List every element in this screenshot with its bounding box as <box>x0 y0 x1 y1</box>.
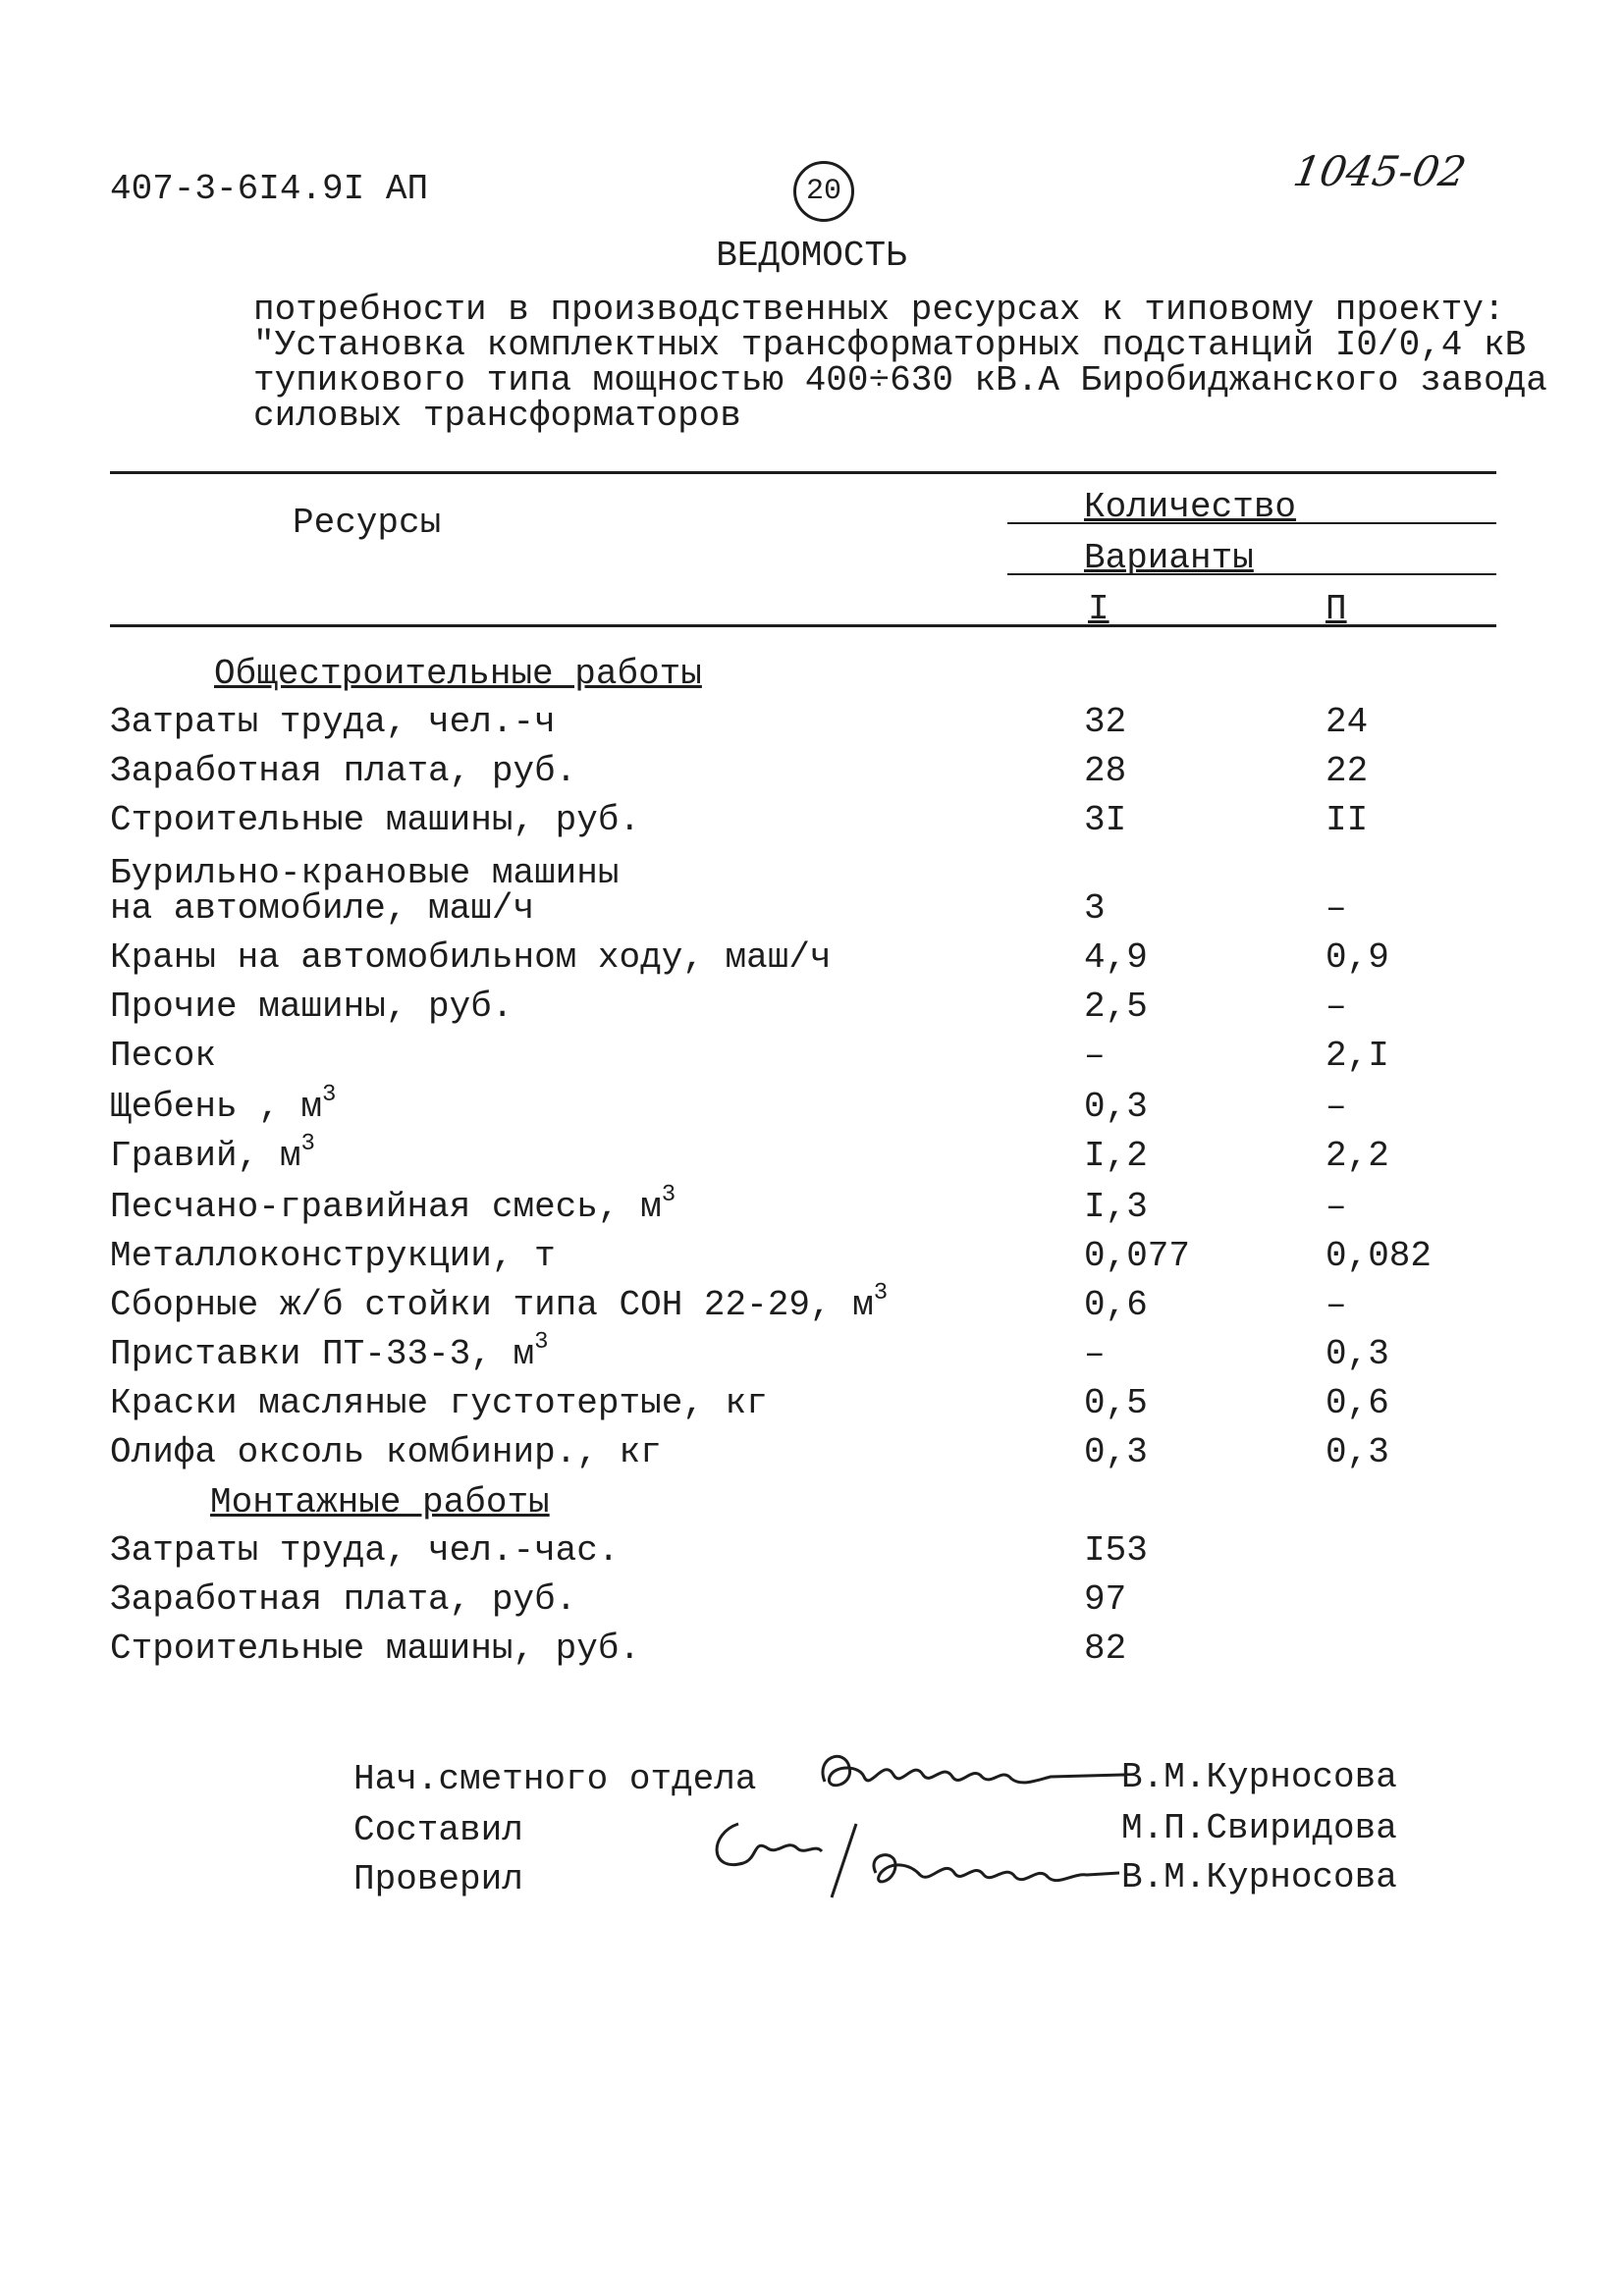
row-value-variant-2: 2,2 <box>1325 1136 1389 1176</box>
table-header-bottom-rule <box>110 624 1496 627</box>
row-value-variant-2: 0,9 <box>1325 937 1389 978</box>
row-label <box>110 1182 676 1227</box>
row-label-text: Песчано-гравийная смесь, м <box>110 1187 662 1227</box>
row-label-text: Приставки ПТ-33-3, м <box>110 1334 535 1374</box>
signature-role: Проверил <box>353 1859 523 1899</box>
row-label: Заработная плата, руб. <box>110 1579 577 1620</box>
subtitle-line: силовых трансформаторов <box>253 396 741 436</box>
document-code: 407-3-6I4.9I АП <box>110 169 429 209</box>
row-value-variant-1: I53 <box>1084 1530 1148 1571</box>
row-value-variant-1: 0,077 <box>1084 1236 1191 1276</box>
row-value-variant-1: 97 <box>1084 1579 1127 1620</box>
superscript: 3 <box>322 1082 337 1108</box>
superscript: 3 <box>300 1131 315 1157</box>
page-number: 20 <box>793 161 854 222</box>
signatory-name: В.М.Курносова <box>1121 1857 1397 1897</box>
row-value-variant-1: I,3 <box>1084 1187 1148 1227</box>
row-value-variant-1: I,2 <box>1084 1136 1148 1176</box>
row-value-variant-1: 2,5 <box>1084 987 1148 1027</box>
column-header-variant-2: П <box>1325 589 1347 629</box>
row-value-variant-2: 24 <box>1325 702 1369 742</box>
row-label: Олифа оксоль комбинир., кг <box>110 1432 662 1472</box>
signatory-name: М.П.Свиридова <box>1121 1808 1397 1848</box>
table-top-rule <box>110 471 1496 474</box>
row-value-variant-1: 28 <box>1084 751 1127 791</box>
superscript: 3 <box>534 1329 549 1356</box>
section-heading-installation: Монтажные работы <box>210 1482 550 1522</box>
row-value-variant-1: – <box>1084 1334 1106 1374</box>
row-value-variant-1: 0,5 <box>1084 1383 1148 1423</box>
row-value-variant-2: – <box>1325 1087 1347 1127</box>
row-value-variant-1: 3 <box>1084 888 1106 929</box>
superscript: 3 <box>661 1182 676 1208</box>
row-label: Краны на автомобильном ходу, маш/ч <box>110 937 832 978</box>
subtitle-line: потребности в производственных ресурсах к типовому проекту: <box>253 290 1505 330</box>
section-heading-general-construction: Общестроительные работы <box>214 654 702 694</box>
row-value-variant-2: 0,082 <box>1325 1236 1433 1276</box>
row-value-variant-2: – <box>1325 987 1347 1027</box>
signature-role: Составил <box>353 1810 523 1850</box>
row-label: Затраты труда, чел.-час. <box>110 1530 620 1571</box>
row-value-variant-2: 0,3 <box>1325 1334 1389 1374</box>
row-value-variant-2: 0,3 <box>1325 1432 1389 1472</box>
row-label-text: Щебень , м <box>110 1087 323 1127</box>
column-header-variant-1: I <box>1088 589 1109 629</box>
row-label: Строительные машины, руб. <box>110 1629 641 1669</box>
signature-role: Нач.сметного отдела <box>353 1759 757 1799</box>
signatory-name: В.М.Курносова <box>1121 1757 1397 1797</box>
row-value-variant-1: 82 <box>1084 1629 1127 1669</box>
row-value-variant-1: 0,3 <box>1084 1087 1148 1127</box>
row-label: Заработная плата, руб. <box>110 751 577 791</box>
column-header-variants: Варианты <box>1084 538 1254 578</box>
row-value-variant-2: 2,I <box>1325 1036 1389 1076</box>
row-value-variant-1: 0,6 <box>1084 1285 1148 1325</box>
row-value-variant-1: 0,3 <box>1084 1432 1148 1472</box>
document-subtitle <box>253 290 1547 436</box>
row-label: Металлоконструкции, т <box>110 1236 556 1276</box>
handwritten-signature <box>805 1737 1129 1806</box>
row-label <box>110 1131 315 1176</box>
row-value-variant-1: 4,9 <box>1084 937 1148 978</box>
row-value-variant-2: II <box>1325 800 1369 840</box>
row-label: Прочие машины, руб. <box>110 987 514 1027</box>
row-value-variant-2: – <box>1325 1187 1347 1227</box>
row-label <box>110 853 620 929</box>
row-label: Краски масляные густотертые, кг <box>110 1383 768 1423</box>
row-label-line-1: Бурильно-крановые машины <box>110 853 620 893</box>
row-label <box>110 1082 337 1127</box>
row-label: Песок <box>110 1036 217 1076</box>
row-label-line-2: на автомобиле, маш/ч <box>110 888 535 929</box>
column-header-quantity: Количество <box>1084 487 1297 527</box>
row-value-variant-2: – <box>1325 1285 1347 1325</box>
row-label: Строительные машины, руб. <box>110 800 641 840</box>
row-label: Затраты труда, чел.-ч <box>110 702 556 742</box>
handwritten-signature <box>699 1804 1121 1902</box>
row-label <box>110 1329 549 1374</box>
row-value-variant-2: – <box>1325 888 1347 929</box>
row-label-text: Сборные ж/б стойки типа СОН 22-29, м <box>110 1285 874 1325</box>
superscript: 3 <box>873 1280 889 1307</box>
column-header-resources: Ресурсы <box>293 503 442 543</box>
subtitle-line: тупикового типа мощностью 400÷630 кВ.А Биробиджанского завода <box>253 360 1547 400</box>
row-value-variant-2: 22 <box>1325 751 1369 791</box>
row-label-text: Гравий, м <box>110 1136 301 1176</box>
handwritten-number: 1045-02 <box>1289 147 1470 195</box>
subtitle-line: "Установка комплектных трансформаторных подстанций I0/0,4 кВ <box>253 325 1527 365</box>
document-title: ВЕДОМОСТЬ <box>716 236 907 276</box>
row-value-variant-2: 0,6 <box>1325 1383 1389 1423</box>
row-value-variant-1: 32 <box>1084 702 1127 742</box>
row-value-variant-1: – <box>1084 1036 1106 1076</box>
row-label <box>110 1280 889 1325</box>
row-value-variant-1: 3I <box>1084 800 1127 840</box>
